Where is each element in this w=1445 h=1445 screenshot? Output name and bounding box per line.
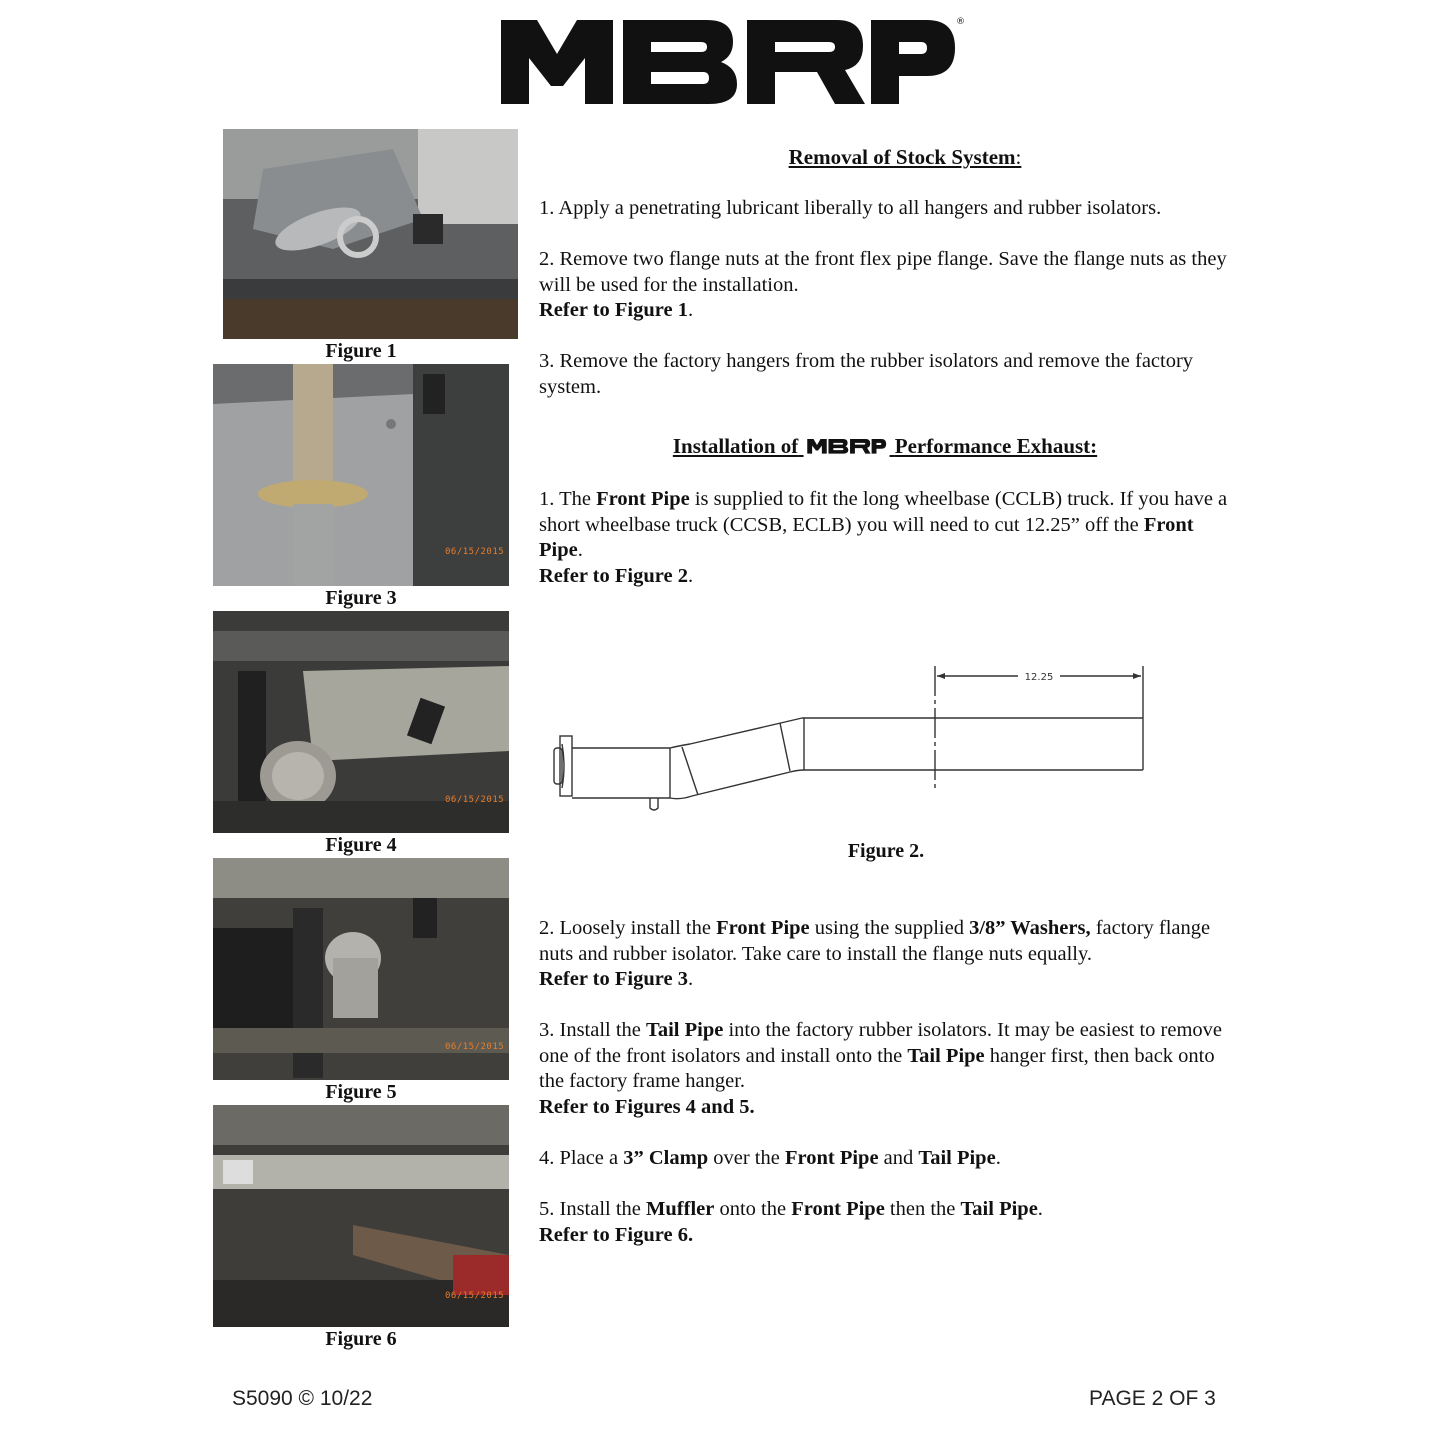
mbrp-logo-graphic [497,14,965,106]
text: . [577,539,583,561]
removal-step-2-ref: Refer to Figure 1 [539,299,688,321]
install-step-3-ref: Refer to Figures 4 and 5. [539,1095,755,1118]
figure-1-photo [223,129,518,339]
text: over the [708,1147,785,1169]
install-step-5 [539,1197,1239,1248]
installation-title [640,434,1130,459]
install-step-2-ref: Refer to Figure 3 [539,968,688,990]
removal-title [700,145,1110,170]
front-pipe-diagram [540,660,1160,820]
removal-step-1: 1. Apply a penetrating lubricant liberally to all hangers and rubber isolators. [539,197,1162,219]
text: is supplied to fit the long wheelbase (CCLB) truck. If you have a short wheelbase truck (CCSB, ECLB) you will need to cut 12.25” off the [539,488,1228,536]
part-name: Muffler [646,1198,715,1220]
part-name: Front Pipe [716,917,810,939]
figure-1-caption: Figure 1 [325,340,397,362]
removal-step-2-text: 2. Remove two flange nuts at the front flex pipe flange. Save the flange nuts as they will be used for the installation. [539,248,1227,296]
figure-3-caption: Figure 3 [325,587,397,609]
text: 5. Install the [539,1198,647,1220]
figure-5-photo [213,858,509,1080]
removal-title-text: Removal of Stock System [788,145,1016,169]
figure-6-photo [213,1105,509,1327]
text: factory flange nuts and rubber isolator. Take care to install the flange nuts equally. [539,917,1211,965]
date-stamp: 06/15/2015 [445,795,505,805]
registered-mark: ® [956,17,965,27]
figure-6-caption: Figure 6 [325,1328,397,1350]
part-name: Front Pipe [784,1147,879,1169]
mbrp-logo [497,14,965,106]
figure-5-caption: Figure 5 [325,1081,397,1103]
install-step-4 [539,1146,1239,1172]
period: . [687,564,694,587]
text: into the factory rubber isolators. It may be easiest to remove one of the front isolators and install onto the [539,1019,1223,1067]
install-step-3 [539,1018,1239,1120]
text: using the supplied [809,917,970,939]
text: . [995,1147,1001,1169]
figure-4-photo [213,611,509,833]
text: . [1037,1198,1043,1220]
part-name: Tail Pipe [960,1198,1038,1220]
date-stamp: 06/15/2015 [445,1042,505,1052]
part-name: Tail Pipe [646,1019,724,1041]
text: 1. The [539,488,597,510]
period: . [687,968,694,990]
text: 4. Place a [539,1147,624,1169]
install-step-5-ref: Refer to Figure 6. [539,1223,694,1246]
removal-step-3: 3. Remove the factory hangers from the rubber isolators and remove the factory system. [539,350,1194,398]
part-name: Tail Pipe [918,1147,996,1169]
install-step-2 [539,916,1239,993]
figure-4-caption: Figure 4 [325,834,397,856]
part-name: Tail Pipe [907,1044,985,1067]
removal-step-2 [539,247,1239,324]
install-step-1-ref: Refer to Figure 2 [539,564,688,587]
figure-2-caption: Figure 2. [847,840,925,862]
date-stamp: 06/15/2015 [445,547,505,557]
part-number: S5090 © 10/22 [232,1387,373,1410]
install-step-1 [539,487,1239,589]
part-name: Front Pipe [539,513,1194,561]
text: 3. Install the [539,1019,647,1041]
figure-3-photo [213,364,509,586]
dimension-label: 12.25 [1024,672,1054,683]
text: onto the [714,1198,792,1220]
text: hanger first, then back onto the factory frame hanger. [539,1044,1215,1092]
installation-title-prefix: Installation of [672,434,799,458]
part-name: Front Pipe [596,488,690,510]
text: 2. Loosely install the [539,917,717,939]
text: and [878,1147,919,1169]
part-name: 3/8” Washers, [969,917,1091,939]
page-number: PAGE 2 OF 3 [1089,1387,1216,1410]
part-name: 3” Clamp [623,1147,709,1169]
installation-title-suffix: Performance Exhaust: [894,434,1098,458]
text: then the [884,1198,961,1220]
part-name: Front Pipe [791,1198,885,1220]
removal-title-colon: : [1015,145,1022,169]
period: . [687,299,694,321]
date-stamp: 06/15/2015 [445,1291,505,1301]
inline-mbrp-logo [806,438,888,454]
